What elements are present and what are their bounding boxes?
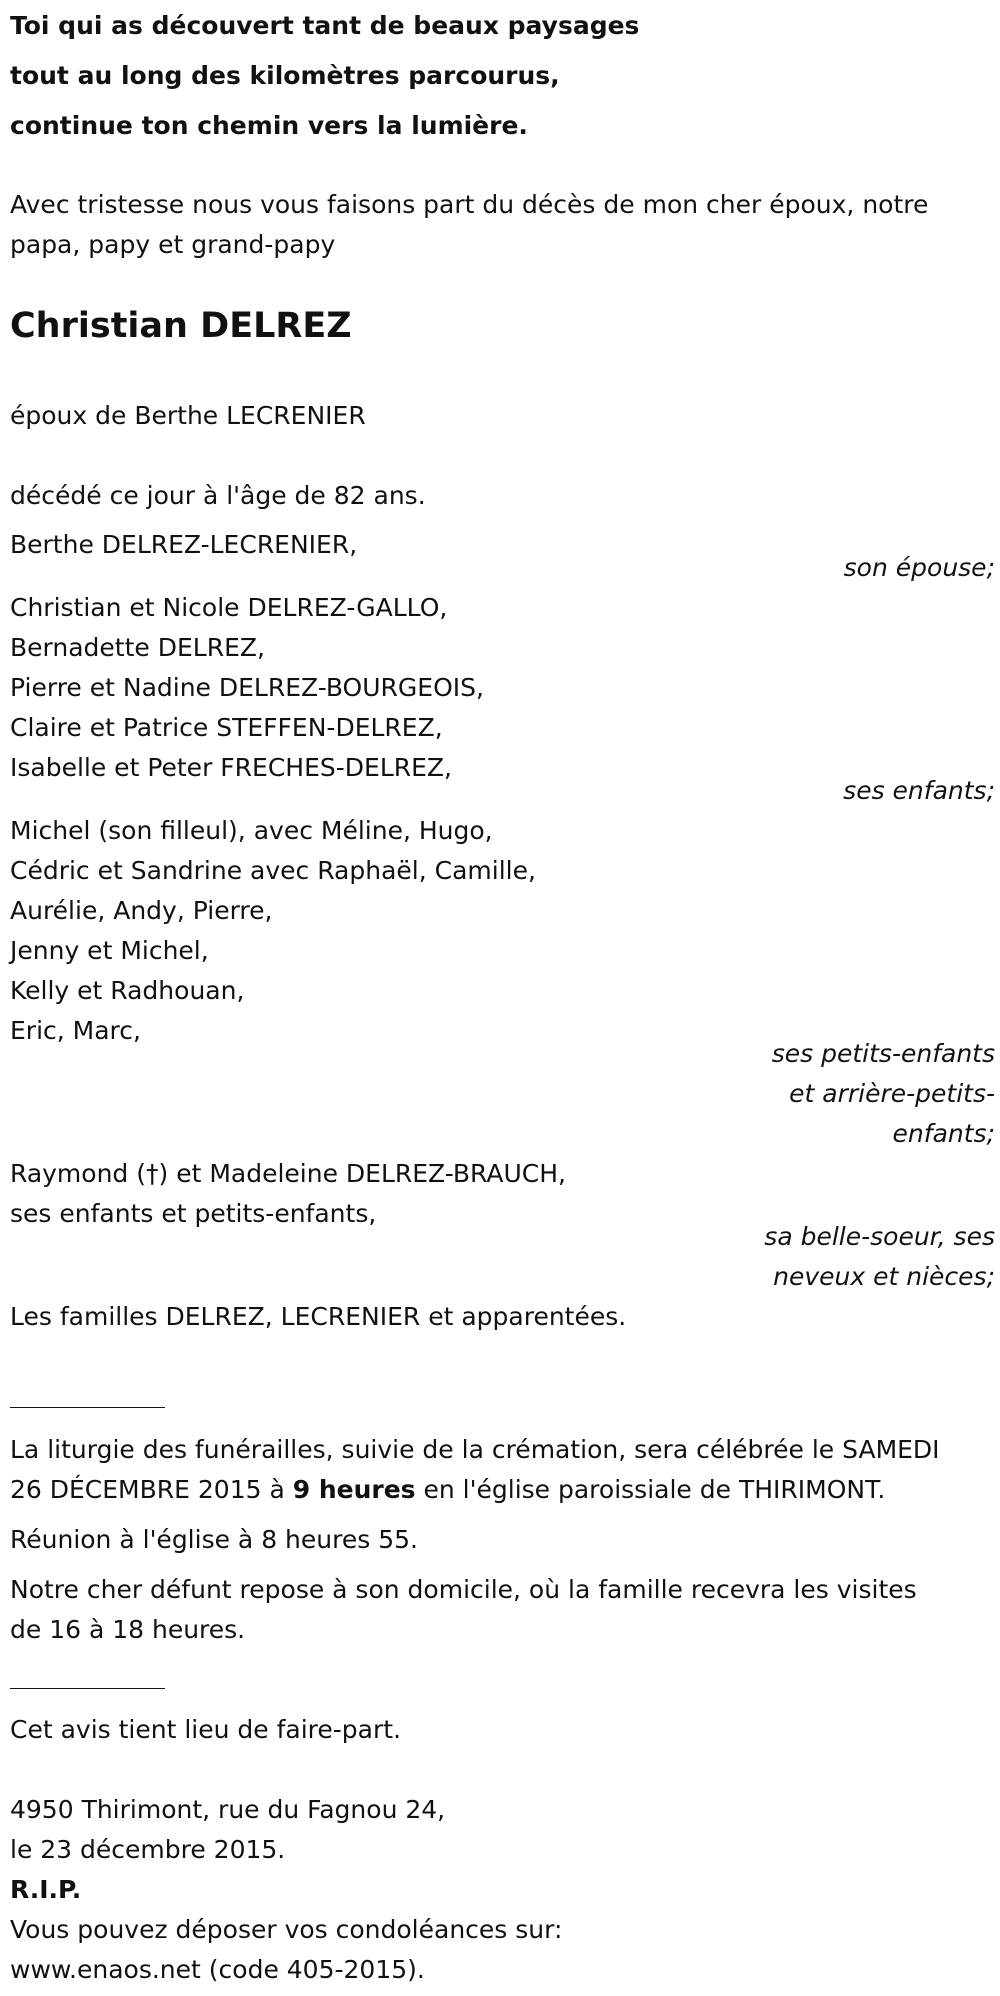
address-line-1: 4950 Thirimont, rue du Fagnou 24, xyxy=(10,1795,446,1824)
address-line-2: le 23 décembre 2015. xyxy=(10,1835,286,1864)
sister-in-law-1: Raymond (†) et Madeleine DELREZ-BRAUCH, xyxy=(10,1159,566,1188)
condolences-line-2: www.enaos.net (code 405-2015). xyxy=(10,1955,425,1984)
funeral-line-2 xyxy=(10,1470,885,1510)
poem-line-3: continue ton chemin vers la lumière. xyxy=(10,111,528,140)
child-4: Claire et Patrice STEFFEN-DELREZ, xyxy=(10,713,443,742)
role-grandchildren-3: enfants; xyxy=(892,1119,995,1148)
announcement-line-2: papa, papy et grand-papy xyxy=(10,230,336,259)
spouse-line: époux de Berthe LECRENIER xyxy=(10,401,366,430)
funeral-date: 26 DÉCEMBRE 2015 à xyxy=(10,1475,293,1504)
grandchild-4: Jenny et Michel, xyxy=(10,936,209,965)
funeral-place: en l'église paroissiale de THIRIMONT. xyxy=(415,1475,886,1504)
funeral-line-1: La liturgie des funérailles, suivie de la crémation, sera célébrée le SAMEDI xyxy=(10,1435,940,1464)
meeting-line: Réunion à l'église à 8 heures 55. xyxy=(10,1525,418,1554)
announcement-line-1: Avec tristesse nous vous faisons part du décès de mon cher époux, notre xyxy=(10,190,929,219)
grandchild-6: Eric, Marc, xyxy=(10,1016,141,1045)
sister-in-law-2: ses enfants et petits-enfants, xyxy=(10,1199,377,1228)
poem-line-2: tout au long des kilomètres parcourus, xyxy=(10,61,560,90)
visits-line-2: de 16 à 18 heures. xyxy=(10,1615,246,1644)
role-sister-in-law-1: sa belle-soeur, ses xyxy=(764,1222,995,1251)
visits-line-1: Notre cher défunt repose à son domicile, où la famille recevra les visites xyxy=(10,1575,917,1604)
rip: R.I.P. xyxy=(10,1875,82,1904)
grandchild-2: Cédric et Sandrine avec Raphaël, Camille, xyxy=(10,856,536,885)
child-1: Christian et Nicole DELREZ-GALLO, xyxy=(10,593,448,622)
deceased-name: Christian DELREZ xyxy=(10,306,352,346)
funeral-time: 9 heures xyxy=(292,1475,416,1504)
child-5: Isabelle et Peter FRECHES-DELREZ, xyxy=(10,753,452,782)
family-spouse: Berthe DELREZ-LECRENIER, xyxy=(10,530,358,559)
grandchild-5: Kelly et Radhouan, xyxy=(10,976,245,1005)
role-children: ses enfants; xyxy=(843,776,995,805)
role-spouse: son épouse; xyxy=(843,553,995,582)
families-line: Les familles DELREZ, LECRENIER et apparentées. xyxy=(10,1302,627,1331)
child-3: Pierre et Nadine DELREZ-BOURGEOIS, xyxy=(10,673,484,702)
grandchild-3: Aurélie, Andy, Pierre, xyxy=(10,896,273,925)
poem-line-1: Toi qui as découvert tant de beaux paysages xyxy=(10,11,640,40)
notice-line: Cet avis tient lieu de faire-part. xyxy=(10,1715,402,1744)
separator-1 xyxy=(10,1407,165,1408)
death-line: décédé ce jour à l'âge de 82 ans. xyxy=(10,481,426,510)
child-2: Bernadette DELREZ, xyxy=(10,633,265,662)
condolences-line-1: Vous pouvez déposer vos condoléances sur: xyxy=(10,1915,563,1944)
grandchild-1: Michel (son filleul), avec Méline, Hugo, xyxy=(10,816,493,845)
role-grandchildren-2: et arrière-petits- xyxy=(789,1079,995,1108)
separator-2 xyxy=(10,1688,165,1689)
role-sister-in-law-2: neveux et nièces; xyxy=(773,1262,995,1291)
role-grandchildren-1: ses petits-enfants xyxy=(771,1039,995,1068)
